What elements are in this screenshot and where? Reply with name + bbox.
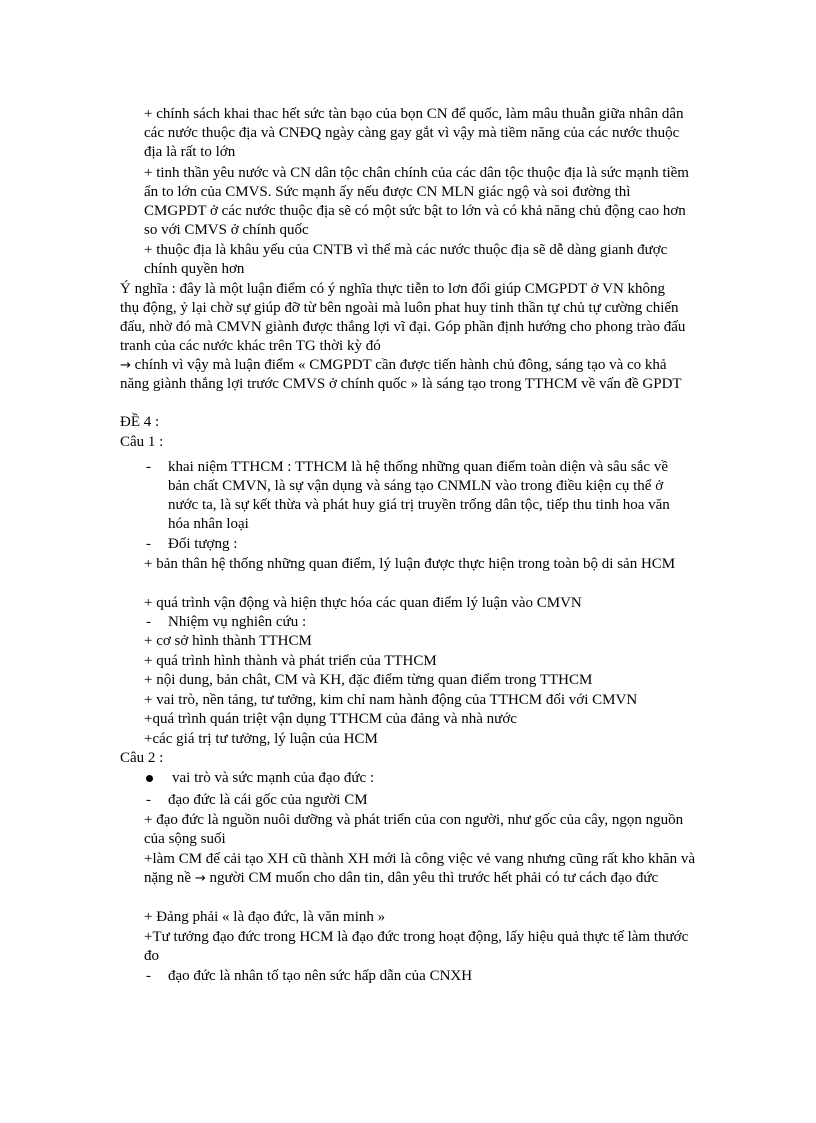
ethics-detail-4: +Tư tưởng đạo đức trong HCM là đạo đức trong hoạt động, lấy hiệu quả thực tế làm thước đo <box>144 929 689 964</box>
list-dash: - <box>146 792 151 808</box>
paragraph-patriotism: + tinh thần yêu nước và CN dân tộc chân chính của các dân tộc thuộc địa là sức mạnh tiềm ẩn to lớn của CMVS. Sức mạnh ấy nếu được CN MLN giác ngộ và soi đường thì CMGPDT ở các nước thuộc địa sẽ có một sức bật to lớn và có khả năng chủ động cao hơn so với CMVS ở chính quốc <box>144 165 689 238</box>
object-detail-1: + bản thân hệ thống những quan điểm, lý luận được thực hiện trong toàn bộ di sản HCM <box>144 556 676 572</box>
task-4: + vai trò, nền tảng, tư tưởng, kim chỉ nam hành động của TTHCM đối với CMVN <box>144 692 638 708</box>
object-item: Đối tượng : <box>168 536 238 552</box>
conclusion-text: chính vì vậy mà luận điểm « CMGPDT cần được tiến hành chủ đông, sáng tạo và co khả năng giành thắng lợi trước CMVS ở chính quốc » là sáng tạo trong TTHCM về vấn đề GPDT <box>120 357 682 392</box>
paragraph-significance: Ý nghĩa : đây là một luận điểm có ý nghĩa thực tiễn to lơn đối giúp CMGPDT ở VN không thụ động, ỷ lại chờ sự giúp đỡ từ bên ngoài mà luôn phat huy tinh thần tự chủ tự cường chiến đấu, nhờ đó mà CMVN giành được thắng lợi vĩ đại. Góp phần định hướng cho phong trào đấu tranh của các nước khác trên TG thời kỳ đó <box>120 281 686 354</box>
paragraph-conclusion <box>120 356 686 394</box>
list-dash: - <box>146 536 151 552</box>
arrow-right-icon: → <box>120 358 131 373</box>
task-6: +các giá trị tư tưởng, lý luận của HCM <box>144 731 378 747</box>
ethics-detail-1: + đạo đức là nguồn nuôi dưỡng và phát triển của con người, như gốc của cây, ngọn nguồn của sộng suối <box>144 812 684 847</box>
arrow-right-icon: → <box>194 871 206 886</box>
ethics-detail-3: + Đảng phải « là đạo đức, là văn minh » <box>144 909 386 925</box>
ethics-role-item: vai trò và sức mạnh của đạo đức : <box>172 770 375 786</box>
task-3: + nội dung, bản chât, CM và KH, đặc điểm từng quan điểm trong TTHCM <box>144 672 593 688</box>
ethics-attraction-item: đạo đức là nhân tố tạo nên sức hấp dẫn của CNXH <box>168 968 473 984</box>
task-1: + cơ sở hình thành TTHCM <box>144 633 312 649</box>
ethics-detail-2 <box>144 850 700 888</box>
paragraph-exploitation: + chính sách khai thac hết sức tàn bạo của bọn CN để quốc, làm mâu thuẫn giữa nhân dân các nước thuộc địa và CNĐQ ngày càng gay gắt vì vậy mà tiềm năng của các nước thuộc địa là rất to lớn <box>144 106 684 160</box>
list-dash: - <box>146 459 151 475</box>
ethics-detail-2-text: +làm CM để cải tạo XH cũ thành XH mới là công việc vẻ vang nhưng cũng rất kho khăn và nặng nề <box>144 851 696 886</box>
research-tasks-item: Nhiệm vụ nghiên cứu : <box>168 614 307 630</box>
object-detail-2: + quá trình vận động và hiện thực hóa các quan điểm lý luận vào CMVN <box>144 595 582 611</box>
ethics-detail-2-continued: người CM muốn cho dân tin, dân yêu thì trước hết phải có tư cách đạo đức <box>209 870 659 886</box>
bullet-dot-icon <box>146 769 153 788</box>
task-5: +quá trình quán triệt vận dụng TTHCM của đảng và nhà nước <box>144 711 517 727</box>
definition-item: khai niệm TTHCM : TTHCM là hệ thống những quan điểm toàn diện và sâu sắc về bản chất CMVN, là sự vận dụng và sáng tạo CNMLN vào trong điều kiện cụ thể ở nước ta, là sự kết thừa và phát huy giá trị truyền trống dân tộc, tiếp thu tinh hoa văn hóa nhân loại <box>168 459 670 532</box>
question-1-heading: Câu 1 : <box>120 434 164 450</box>
section-heading-de4: ĐỀ 4 : <box>120 414 160 430</box>
list-dash: - <box>146 968 151 984</box>
paragraph-colonies: + thuộc địa là khâu yếu của CNTB vì thế mà các nước thuộc địa sẽ dễ dàng gianh được chính quyền hơn <box>144 242 668 277</box>
task-2: + quá trình hình thành và phát triển của TTHCM <box>144 653 437 669</box>
ethics-root-item: đạo đức là cái gốc của người CM <box>168 792 368 808</box>
list-dash: - <box>146 614 151 630</box>
question-2-heading: Câu 2 : <box>120 750 164 766</box>
